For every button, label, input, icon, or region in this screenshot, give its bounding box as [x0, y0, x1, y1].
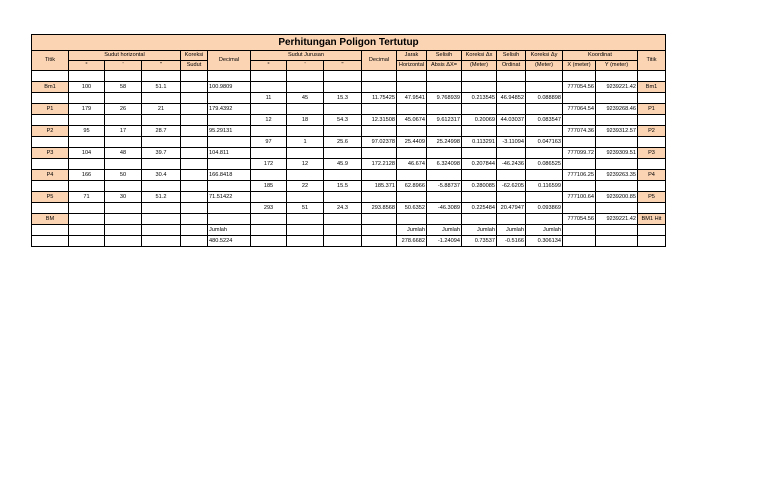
delta-x: 9.612317 [427, 115, 462, 126]
station-row [32, 126, 666, 137]
station-minute: 48 [105, 148, 142, 159]
leg-row [32, 93, 666, 104]
total-dx: -1.24094 [427, 236, 462, 247]
distance: 45.0674 [397, 115, 427, 126]
azimuth-second: 15.3 [324, 93, 362, 104]
header-titik-right: Titik [638, 51, 666, 71]
station-name: P5 [32, 192, 69, 203]
distance: 46.674 [397, 159, 427, 170]
header-absis: Absis ΔX= [427, 61, 462, 71]
coord-y: 9239312.57 [596, 126, 638, 137]
page-title: Perhitungan Poligon Tertutup [278, 37, 419, 48]
header-ordinat: Ordinat [497, 61, 526, 71]
header-jarak: Jarak [397, 51, 427, 61]
azimuth-minute: 12 [287, 159, 324, 170]
station-name: P4 [32, 170, 69, 181]
correction-dx: 0.213545 [462, 93, 497, 104]
azimuth-second: 54.3 [324, 115, 362, 126]
delta-x: 9.768939 [427, 93, 462, 104]
header-min-jurusan: ' [287, 61, 324, 71]
total-sudut: 480.5224 [208, 236, 251, 247]
delta-y: -62.6205 [497, 181, 526, 192]
azimuth-minute: 18 [287, 115, 324, 126]
header-koordinat: Koordinat [563, 51, 638, 61]
azimuth-minute: 22 [287, 181, 324, 192]
station-degree: 71 [69, 192, 105, 203]
azimuth-decimal: 12.31508 [362, 115, 397, 126]
azimuth-minute: 51 [287, 203, 324, 214]
station-name: P3 [32, 148, 69, 159]
station-second: 21 [142, 104, 181, 115]
header-meter-dx: (Meter) [462, 61, 497, 71]
header-selisih-absis: Selisih [427, 51, 462, 61]
header-x-meter: X (meter) [563, 61, 596, 71]
delta-y: 46.94852 [497, 93, 526, 104]
coord-y: 9239200.85 [596, 192, 638, 203]
leg-row [32, 159, 666, 170]
station-second: 51.2 [142, 192, 181, 203]
station-name-right: P3 [638, 148, 666, 159]
azimuth-decimal: 172.2128 [362, 159, 397, 170]
header-koreksi-dy: Koreksi Δy [526, 51, 563, 61]
total-jarak: 278.6682 [397, 236, 427, 247]
distance: 50.6352 [397, 203, 427, 214]
header-sudut-horizontal: Sudut horizontal [69, 51, 181, 61]
station-degree: 104 [69, 148, 105, 159]
azimuth-minute: 45 [287, 93, 324, 104]
header-deg-jurusan: ° [251, 61, 287, 71]
total-label-kdy: Jumlah [526, 225, 563, 236]
correction-dx: 0.113291 [462, 137, 497, 148]
header-sec: " [142, 61, 181, 71]
station-name: Bm1 [32, 82, 69, 93]
distance: 25.4409 [397, 137, 427, 148]
total-kdx: 0.73537 [462, 236, 497, 247]
station-name: P1 [32, 104, 69, 115]
leg-row [32, 137, 666, 148]
correction-dy: 0.083547 [526, 115, 563, 126]
delta-y: 44.03037 [497, 115, 526, 126]
total-dy: -0.5166 [497, 236, 526, 247]
station-decimal: 104.811 [208, 148, 251, 159]
station-row [32, 82, 666, 93]
station-name-right: P1 [638, 104, 666, 115]
station-row [32, 192, 666, 203]
header-deg: ° [69, 61, 105, 71]
station-second: 51.1 [142, 82, 181, 93]
station-minute: 50 [105, 170, 142, 181]
station-minute: 30 [105, 192, 142, 203]
delta-y: -46.2436 [497, 159, 526, 170]
azimuth-decimal: 11.75425 [362, 93, 397, 104]
coord-y: 9239268.46 [596, 104, 638, 115]
delta-y: -3.11094 [497, 137, 526, 148]
header-sec-jurusan: " [324, 61, 362, 71]
azimuth-second: 15.5 [324, 181, 362, 192]
station-minute: 58 [105, 82, 142, 93]
station-second: 39.7 [142, 148, 181, 159]
total-label-kdx: Jumlah [462, 225, 497, 236]
coord-x: 777106.25 [563, 170, 596, 181]
header-y-meter: Y (meter) [596, 61, 638, 71]
table-title [32, 35, 666, 51]
azimuth-second: 25.6 [324, 137, 362, 148]
coord-x: 777100.64 [563, 192, 596, 203]
station-degree: 95 [69, 126, 105, 137]
azimuth-minute: 1 [287, 137, 324, 148]
station-decimal: 179.4392 [208, 104, 251, 115]
coord-y: 9239263.35 [596, 170, 638, 181]
correction-dy: 0.093869 [526, 203, 563, 214]
coord-x: 777064.54 [563, 104, 596, 115]
station-name: BM [32, 214, 69, 225]
header-koreksi-dx: Koreksi Δx [462, 51, 497, 61]
header-min: ' [105, 61, 142, 71]
correction-dy: 0.086525 [526, 159, 563, 170]
station-row [32, 214, 666, 225]
total-label-jarak: Jumlah [397, 225, 427, 236]
station-name-right: BM1 Hit [638, 214, 666, 225]
coord-x: 777054.56 [563, 214, 596, 225]
station-minute: 17 [105, 126, 142, 137]
header-meter-dy: (Meter) [526, 61, 563, 71]
header-horizontal: Horizontal [397, 61, 427, 71]
coord-y: 9239221.42 [596, 82, 638, 93]
leg-row [32, 203, 666, 214]
station-minute: 26 [105, 104, 142, 115]
leg-row [32, 181, 666, 192]
correction-dx: 0.20069 [462, 115, 497, 126]
header-sudut: Sudut [181, 61, 208, 71]
distance: 62.8966 [397, 181, 427, 192]
header-selisih-ordinat: Selisih [497, 51, 526, 61]
header-decimal-jurusan: Decimal [362, 51, 397, 71]
coord-y: 9239309.51 [596, 148, 638, 159]
spacer-row [32, 71, 666, 82]
poligon-table [31, 34, 666, 247]
station-degree: 179 [69, 104, 105, 115]
correction-dx: 0.280085 [462, 181, 497, 192]
azimuth-degree: 97 [251, 137, 287, 148]
coord-x: 777054.56 [563, 82, 596, 93]
station-row [32, 170, 666, 181]
total-label-row [32, 225, 666, 236]
station-decimal: 71.51422 [208, 192, 251, 203]
delta-x: -46.3089 [427, 203, 462, 214]
station-degree: 166 [69, 170, 105, 181]
total-kdy: 0.306134 [526, 236, 563, 247]
station-degree [69, 214, 105, 225]
correction-dx: 0.207844 [462, 159, 497, 170]
station-name-right: P5 [638, 192, 666, 203]
azimuth-second: 24.3 [324, 203, 362, 214]
station-degree: 100 [69, 82, 105, 93]
correction-dy: 0.047163 [526, 137, 563, 148]
leg-row [32, 115, 666, 126]
coord-y: 9239221.42 [596, 214, 638, 225]
station-second: 28.7 [142, 126, 181, 137]
station-row [32, 148, 666, 159]
station-second: 30.4 [142, 170, 181, 181]
correction-dy: 0.088898 [526, 93, 563, 104]
station-decimal [208, 214, 251, 225]
header-sudut-jurusan: Sudut Jurusan [251, 51, 362, 61]
coord-x: 777099.72 [563, 148, 596, 159]
azimuth-second: 45.9 [324, 159, 362, 170]
total-label-dy: Jumlah [497, 225, 526, 236]
azimuth-degree: 185 [251, 181, 287, 192]
station-decimal: 100.9809 [208, 82, 251, 93]
correction-dy: 0.116599 [526, 181, 563, 192]
station-decimal: 95.29131 [208, 126, 251, 137]
total-label-sudut: Jumlah [208, 225, 251, 236]
header-koreksi: Koreksi [181, 51, 208, 61]
station-second [142, 214, 181, 225]
total-value-row [32, 236, 666, 247]
header-decimal: Decimal [208, 51, 251, 71]
station-name: P2 [32, 126, 69, 137]
station-name-right: P4 [638, 170, 666, 181]
total-label-dx: Jumlah [427, 225, 462, 236]
station-decimal: 166.8418 [208, 170, 251, 181]
azimuth-decimal: 97.02378 [362, 137, 397, 148]
station-name-right: Bm1 [638, 82, 666, 93]
azimuth-decimal: 185.371 [362, 181, 397, 192]
distance: 47.9541 [397, 93, 427, 104]
delta-x: 6.324098 [427, 159, 462, 170]
delta-x: 25.24998 [427, 137, 462, 148]
station-name-right: P2 [638, 126, 666, 137]
azimuth-degree: 172 [251, 159, 287, 170]
station-minute [105, 214, 142, 225]
delta-y: 20.47947 [497, 203, 526, 214]
coord-x: 777074.36 [563, 126, 596, 137]
station-row [32, 104, 666, 115]
azimuth-decimal: 293.8568 [362, 203, 397, 214]
delta-x: -5.88737 [427, 181, 462, 192]
correction-dx: 0.225484 [462, 203, 497, 214]
azimuth-degree: 11 [251, 93, 287, 104]
azimuth-degree: 293 [251, 203, 287, 214]
header-titik: Titik [32, 51, 69, 71]
azimuth-degree: 12 [251, 115, 287, 126]
